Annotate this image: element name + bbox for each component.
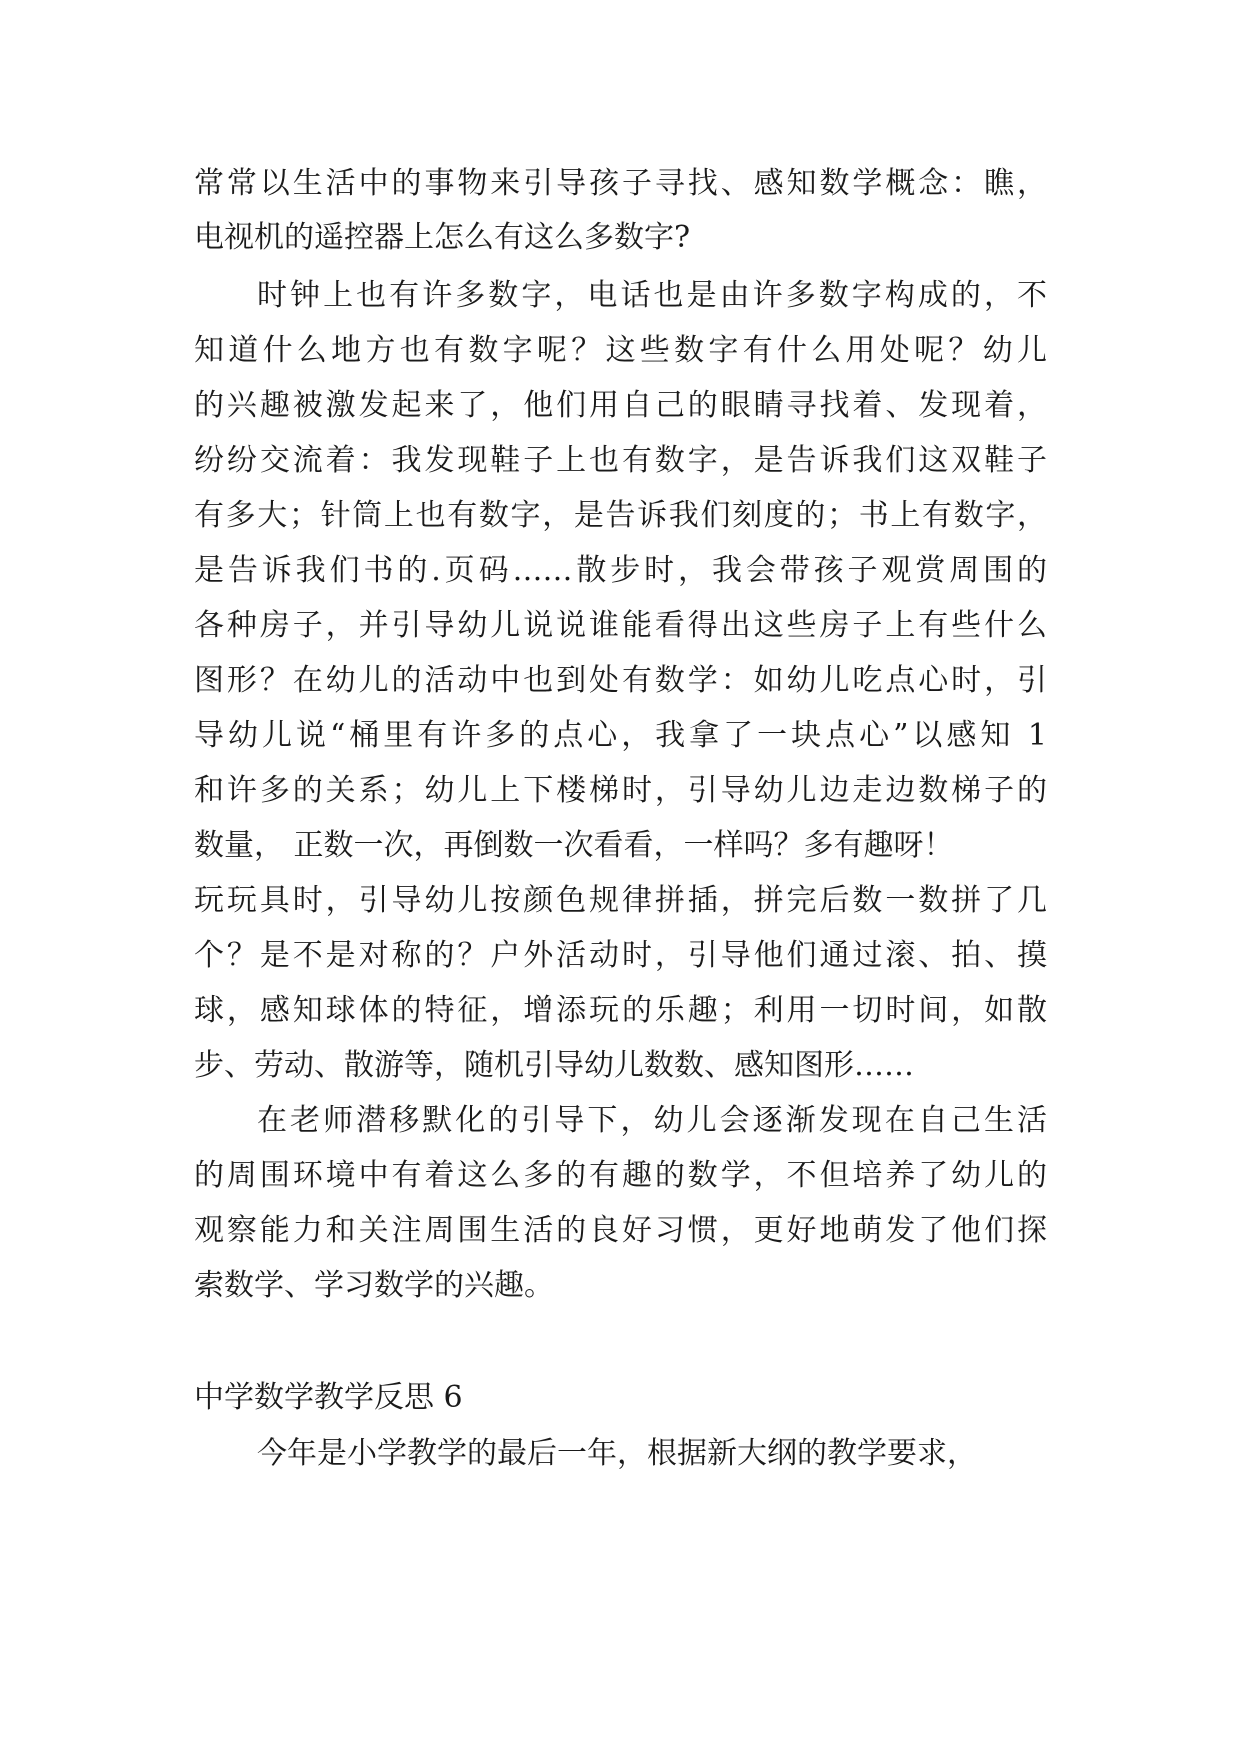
text-line: 步、劳动、散游等，随机引导幼儿数数、感知图形…… xyxy=(194,1048,914,1083)
text-line: 球，感知球体的特征，增添玩的乐趣；利用一切时间，如散 xyxy=(194,993,1047,1028)
text-line: 各种房子，并引导幼儿说说谁能看得出这些房子上有些什么 xyxy=(194,608,1047,643)
text-line: 个？是不是对称的？户外活动时，引导他们通过滚、拍、摸 xyxy=(194,938,1047,973)
text-line: 的周围环境中有着这么多的有趣的数学，不但培养了幼儿的 xyxy=(194,1158,1047,1193)
text-line: 图形？在幼儿的活动中也到处有数学：如幼儿吃点心时，引 xyxy=(194,663,1047,698)
text-line: 数量， 正数一次，再倒数一次看看，一样吗？多有趣呀！ xyxy=(194,828,954,863)
section-heading: 中学数学教学反思 6 xyxy=(194,1380,463,1415)
text-line: 是告诉我们书的.页码……散步时，我会带孩子观赏周围的 xyxy=(194,553,1047,588)
text-line: 在老师潜移默化的引导下，幼儿会逐渐发现在自己生活 xyxy=(257,1103,1047,1138)
text-line: 玩玩具时，引导幼儿按颜色规律拼插，拼完后数一数拼了几 xyxy=(194,883,1047,918)
text-line: 导幼儿说“桶里有许多的点心，我拿了一块点心”以感知 1 xyxy=(194,718,1047,753)
text-line: 和许多的关系；幼儿上下楼梯时，引导幼儿边走边数梯子的 xyxy=(194,773,1047,808)
text-line: 纷纷交流着：我发现鞋子上也有数字，是告诉我们这双鞋子 xyxy=(194,443,1047,478)
text-line: 知道什么地方也有数字呢？这些数字有什么用处呢？幼儿 xyxy=(194,333,1047,368)
text-line: 今年是小学教学的最后一年，根据新大纲的教学要求， xyxy=(257,1436,977,1471)
text-line: 有多大；针筒上也有数字，是告诉我们刻度的；书上有数字， xyxy=(194,498,1047,533)
text-line: 观察能力和关注周围生活的良好习惯，更好地萌发了他们探 xyxy=(194,1213,1047,1248)
text-line: 电视机的遥控器上怎么有这么多数字? xyxy=(194,220,691,255)
text-line: 时钟上也有许多数字，电话也是由许多数字构成的，不 xyxy=(257,278,1047,313)
text-line: 常常以生活中的事物来引导孩子寻找、感知数学概念：瞧， xyxy=(194,166,1047,201)
text-line: 索数学、学习数学的兴趣。 xyxy=(194,1268,554,1303)
text-line: 的兴趣被激发起来了，他们用自己的眼睛寻找着、发现着， xyxy=(194,388,1047,423)
